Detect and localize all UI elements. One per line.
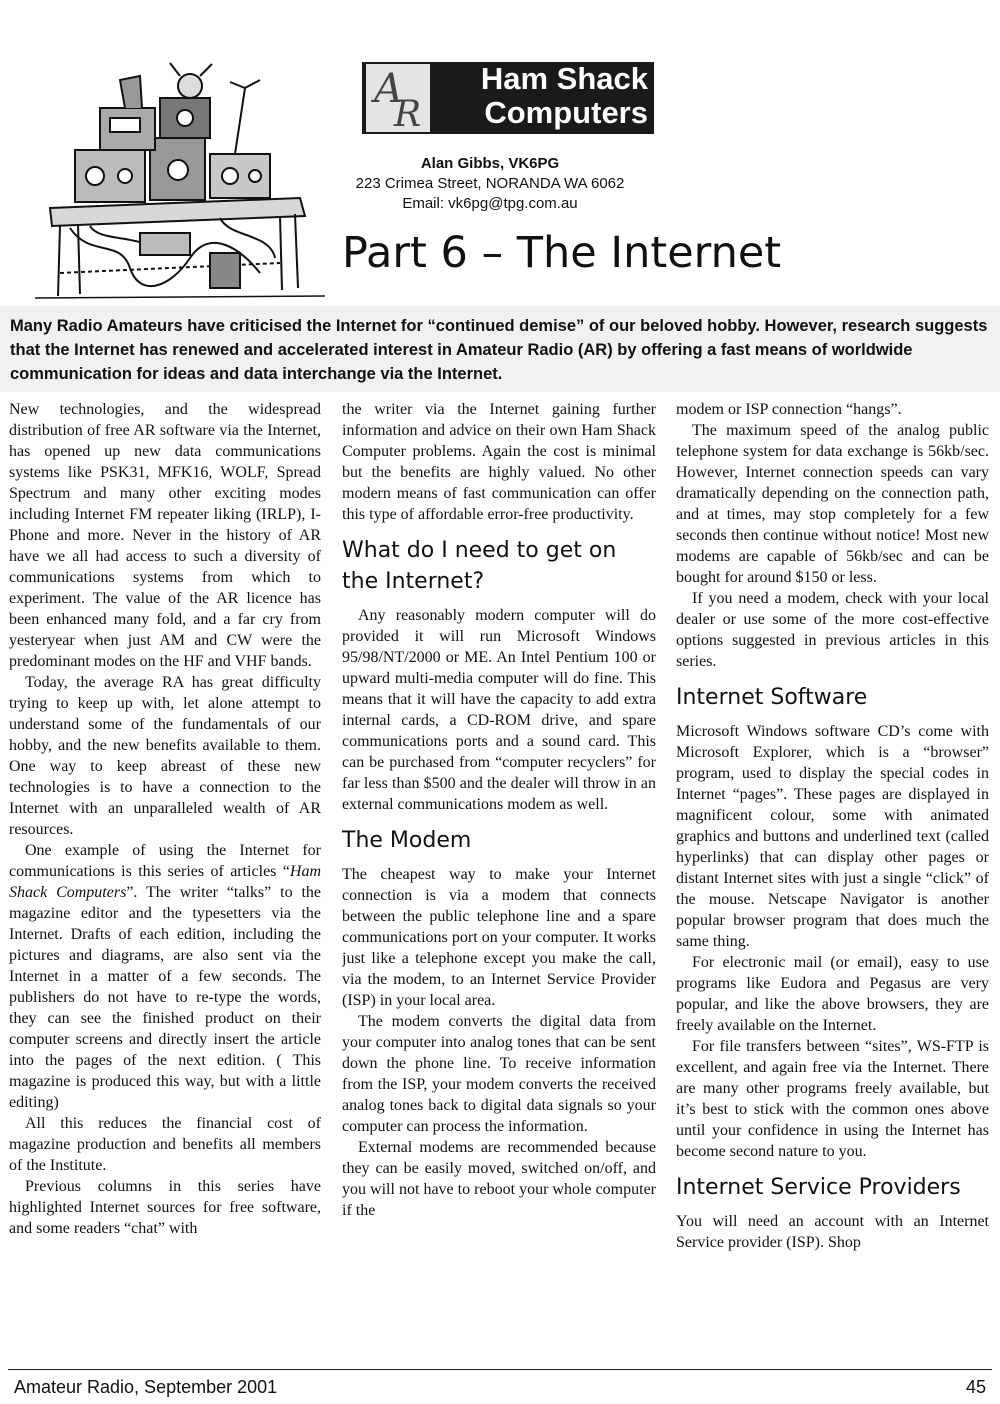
footer-rule [8, 1369, 992, 1370]
heading-the-modem: The Modem [342, 828, 472, 853]
footer-page-number: 45 [965, 1377, 986, 1397]
column-1-paragraph-3-end: ”. The writer “talks” to the magazine editor and the typesetters via the Internet. Drafts of each edition, including the pictures and diagrams, are also sent via the Internet in a matter of a few seconds. The publishers do not have to re-type the words, they can see the finished product on their computer screens and directly insert the article into the pages of the next edition. ( This magazine is produced this way, but with a little editing) [9, 884, 321, 1111]
ar-logo-mark [366, 64, 430, 132]
article-column-2 [342, 399, 656, 1349]
article-column-1 [9, 399, 321, 1349]
column-3-paragraph-7: You will need an account with an Internet Service provider (ISP). Shop [676, 1213, 989, 1251]
ham-shack-illustration [30, 58, 330, 303]
logo-mark-r: R [394, 94, 422, 134]
column-3-paragraph-4: Microsoft Windows software CD’s come with Microsoft Explorer, which is a “browser” program, used to display the special codes in Internet “pages”. These pages are displayed in magnificent colour, some with animated graphics and buttons and underlined text (called hyperlinks) that can display other pages or distant Internet sites with just a single “click” of the mouse. Netscape Navigator is another popular browser program that does much the same thing. [676, 723, 989, 950]
logo-mark-a: A [374, 66, 403, 112]
column-1-paragraph-3 [9, 840, 321, 1113]
column-1-paragraph-3-start: One example of using the Internet for communications is this series of articles “ [9, 842, 321, 880]
column-1-paragraph-5: Previous columns in this series have highlighted Internet sources for free software, and some readers “chat” with [9, 1178, 321, 1237]
author-email: Email: vk6pg@tpg.com.au [402, 195, 578, 212]
logo-title-line1: Ham Shack [480, 62, 648, 96]
author-name: Alan Gibbs, VK6PG [420, 155, 560, 172]
column-1-paragraph-1: New technologies, and the widespread distribution of free AR software via the Internet, has opened up new data communications systems like PSK31, MFK16, WOLF, Spread Spectrum and many other exciting modes including Internet FM repeater liking (IRLP), I-Phone and more. Never in the history of AR have we all had access to such a diversity of communications systems from which to experiment. The value of the AR licence has been enhanced many fold, and a far cry from yesteryear when just AM and CW were the predominant modes on the HF and VHF bands. [9, 401, 321, 670]
logo-title-line2: Computers [484, 95, 648, 130]
column-2-paragraph-1: the writer via the Internet gaining further information and advice on their own Ham Shack Computer problems. Again the cost is minimal but the benefits are highly valued. No other modern means of fast communication can offer this type of affordable error-free productivity. [342, 401, 656, 523]
author-block [330, 154, 650, 214]
column-2-paragraph-3: The cheapest way to make your Internet connection is via a modem that connects between the public telephone line and a spare communications port on your computer. It works just like a telephone except you make the call, via the modem, to an Internet Service Provider (ISP) in your local area. [342, 866, 656, 1009]
column-1-paragraph-4: All this reduces the financial cost of magazine production and benefits all members of the Institute. [9, 1115, 321, 1174]
heading-what-do-i-need: What do I need to get on the Internet? [342, 538, 617, 594]
article-column-3 [676, 399, 989, 1349]
column-2-paragraph-2: Any reasonably modern computer will do provided it will run Microsoft Windows 95/98/NT/2000 or ME. An Intel Pentium 100 or upward multi-media computer will do fine. This means that it will have the capacity to add extra internal cards, a CD-ROM drive, and spare communications ports and a sound card. This can be purchased from “computer recyclers” for far less than $500 and the dealer will throw in an external communications modem as well. [342, 607, 656, 813]
series-logo [362, 62, 654, 134]
column-3-paragraph-2: The maximum speed of the analog public telephone system for data exchange is 56kb/sec. However, Internet connection speeds can vary dramatically depending on the connection path, and at times, may stop completely for a few seconds then continue without notice! Most new modems are capable of 56kb/sec and can be bought for around $150 or less. [676, 422, 989, 586]
column-2-paragraph-4: The modem converts the digital data from your computer into analog tones that can be sent down the phone line. To receive information from the ISP, your modem converts the received analog tones back to digital data signals so your computer can process the information. [342, 1013, 656, 1135]
article-title: Part 6 – The Internet [342, 228, 782, 278]
heading-internet-software: Internet Software [676, 685, 868, 710]
column-2-paragraph-5: External modems are recommended because they can be easily moved, switched on/off, and you will not have to reboot your whole computer if the [342, 1139, 656, 1219]
column-1-paragraph-2: Today, the average RA has great difficulty trying to keep up with, let alone attempt to understand some of the fundamentals of our hobby, and the new benefits available to them. One way to keep abreast of these new technologies is to have a connection to the Internet with an unparalleled wealth of AR resources. [9, 674, 321, 838]
series-name-italic: Ham Shack Computers [9, 863, 321, 901]
column-3-paragraph-6: For file transfers between “sites”, WS-FTP is excellent, and again free via the Internet. There are many other programs freely available, but it’s best to stick with the common ones above until your confidence in using the Internet has become second nature to you. [676, 1038, 989, 1160]
column-3-paragraph-5: For electronic mail (or email), easy to use programs like Eudora and Pegasus are very popular, and like the above browsers, they are freely available on the Internet. [676, 954, 989, 1034]
column-3-paragraph-3: If you need a modem, check with your local dealer or use some of the more cost-effective options suggested in previous articles in this series. [676, 590, 989, 670]
footer-publication: Amateur Radio, September 2001 [14, 1377, 278, 1397]
column-3-paragraph-1: modem or ISP connection “hangs”. [676, 401, 902, 418]
intro-paragraph: Many Radio Amateurs have criticised the Internet for “continued demise” of our beloved hobby. However, research suggests that the Internet has renewed and accelerated interest in Amateur Radio (AR) by offering a fast means of worldwide communication for ideas and data interchange via the Internet. [0, 306, 1000, 392]
author-address: 223 Crimea Street, NORANDA WA 6062 [355, 175, 625, 192]
heading-internet-service-providers: Internet Service Providers [676, 1175, 961, 1200]
